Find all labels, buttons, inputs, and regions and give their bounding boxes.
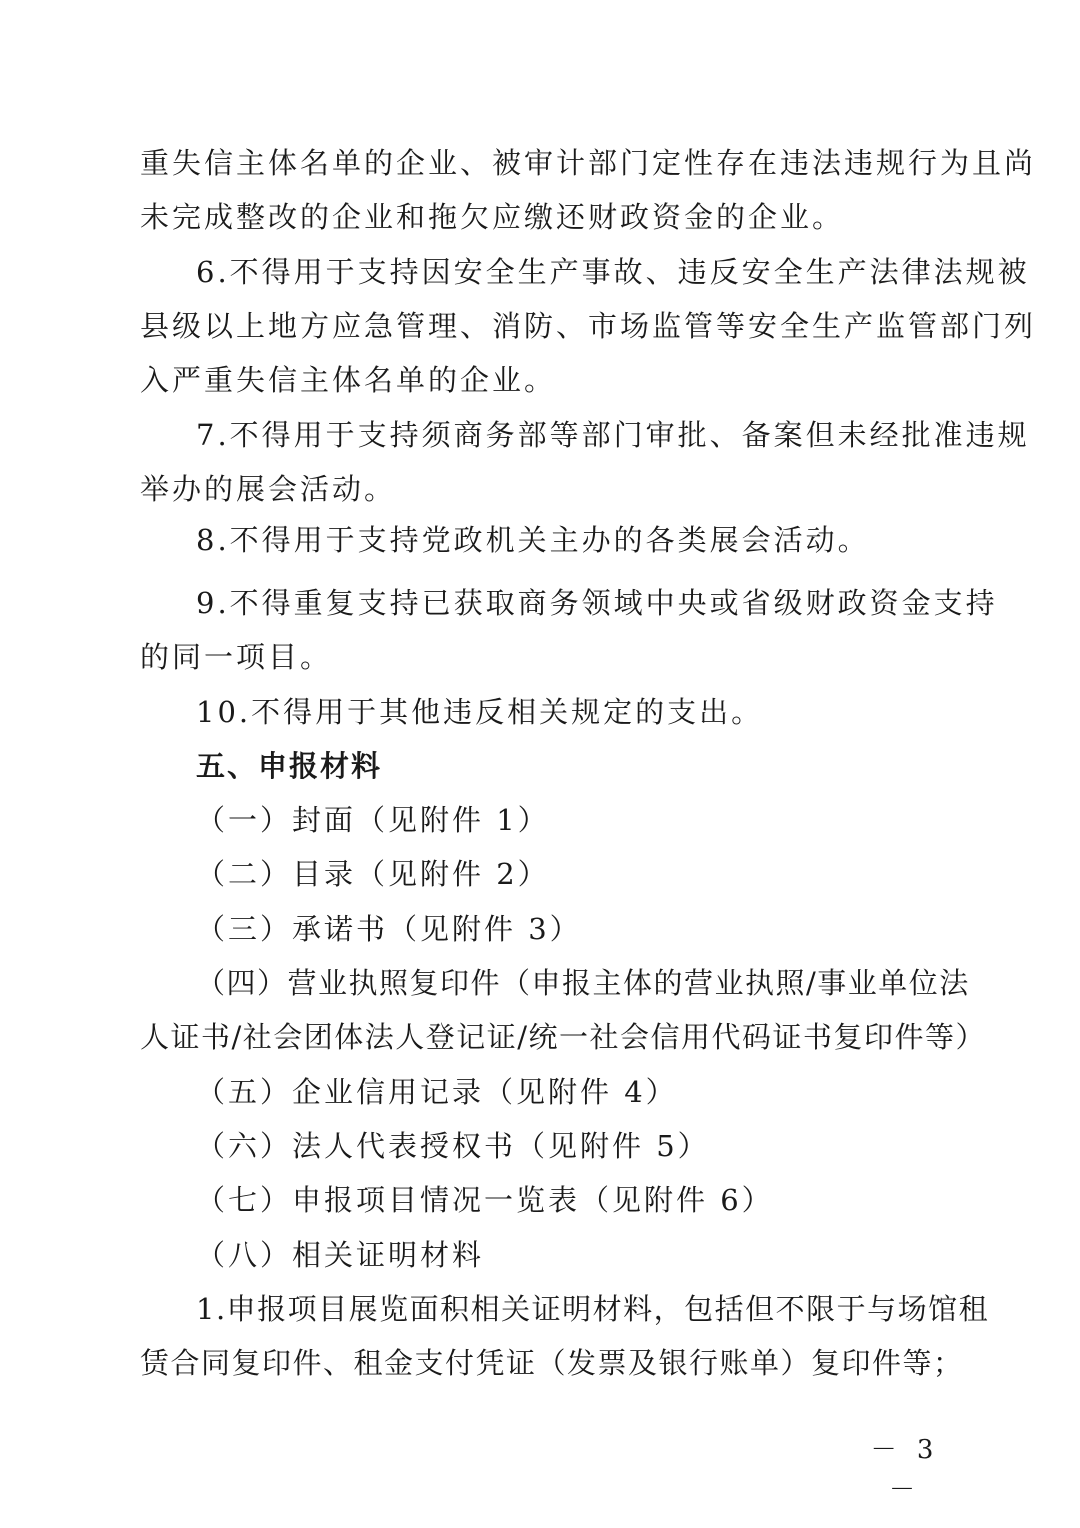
page-number: － 3 － (870, 1435, 940, 1505)
list-item: （三）承诺书（见附件 3） (196, 912, 582, 946)
paragraph-line: 县级以上地方应急管理、消防、市场监管等安全生产监管部门列 (140, 309, 1037, 343)
section-heading: 五、申报材料 (196, 749, 383, 783)
paragraph-line: 1.申报项目展览面积相关证明材料，包括但不限于与场馆租 (196, 1292, 990, 1326)
paragraph-line: 8.不得用于支持党政机关主办的各类展会活动。 (196, 523, 870, 557)
paragraph-line: 举办的展会活动。 (140, 472, 397, 506)
list-item: （一）封面（见附件 1） (196, 803, 550, 837)
paragraph-line: 10.不得用于其他违反相关规定的支出。 (196, 695, 764, 729)
list-item: （八）相关证明材料 (196, 1238, 485, 1272)
list-item: （五）企业信用记录（见附件 4） (196, 1075, 678, 1109)
list-item: （七）申报项目情况一览表（见附件 6） (196, 1183, 774, 1217)
paragraph-line: 赁合同复印件、租金支付凭证（发票及银行账单）复印件等； (140, 1346, 964, 1380)
paragraph-line: 人证书/社会团体法人登记证/统一社会信用代码证书复印件等） (140, 1020, 987, 1054)
list-item: （二）目录（见附件 2） (196, 857, 550, 891)
list-item: （六）法人代表授权书（见附件 5） (196, 1129, 710, 1163)
paragraph-line: 9.不得重复支持已获取商务领域中央或省级财政资金支持 (196, 586, 998, 620)
paragraph-line: 重失信主体名单的企业、被审计部门定性存在违法违规行为且尚 (140, 146, 1037, 180)
paragraph-line: 6.不得用于支持因安全生产事故、违反安全生产法律法规被 (196, 255, 1030, 289)
paragraph-line: 未完成整改的企业和拖欠应缴还财政资金的企业。 (140, 200, 845, 234)
paragraph-line: 的同一项目。 (140, 640, 333, 674)
list-item: （四）营业执照复印件（申报主体的营业执照/事业单位法 (196, 966, 970, 1000)
paragraph-line: 入严重失信主体名单的企业。 (140, 363, 557, 397)
paragraph-line: 7.不得用于支持须商务部等部门审批、备案但未经批准违规 (196, 418, 1030, 452)
